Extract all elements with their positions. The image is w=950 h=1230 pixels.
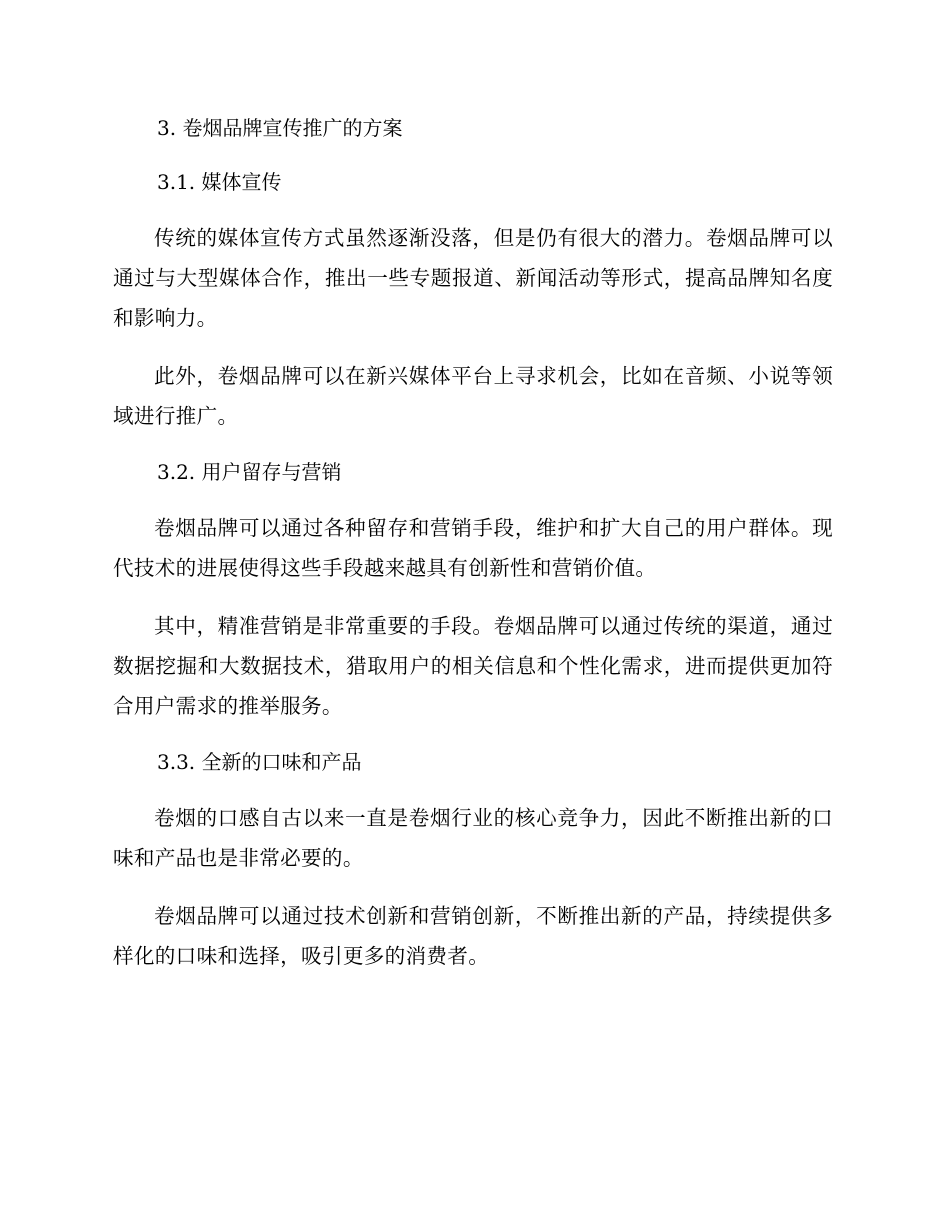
section-user-retention-marketing <box>113 454 833 726</box>
section-new-flavors-products <box>113 744 833 976</box>
subsection-heading: 3.3. 全新的口味和产品 <box>157 750 362 774</box>
paragraph: 卷烟的口感自古以来一直是卷烟行业的核心竞争力，因此不断推出新的口味和产品也是非常必要的。 <box>113 806 833 870</box>
paragraph: 卷烟品牌可以通过技术创新和营销创新，不断推出新的产品，持续提供多样化的口味和选择，吸引更多的消费者。 <box>113 904 833 968</box>
section-title: 3. 卷烟品牌宣传推广的方案 <box>157 116 403 140</box>
subsection-heading: 3.2. 用户留存与营销 <box>157 460 342 484</box>
subsection-heading: 3.1. 媒体宣传 <box>157 170 282 194</box>
document-body <box>113 110 833 994</box>
paragraph: 卷烟品牌可以通过各种留存和营销手段，维护和扩大自己的用户群体。现代技术的进展使得这些手段越来越具有创新性和营销价值。 <box>113 516 833 580</box>
paragraph: 此外，卷烟品牌可以在新兴媒体平台上寻求机会，比如在音频、小说等领域进行推广。 <box>113 364 833 428</box>
paragraph: 传统的媒体宣传方式虽然逐渐没落，但是仍有很大的潜力。卷烟品牌可以通过与大型媒体合作，推出一些专题报道、新闻活动等形式，提高品牌知名度和影响力。 <box>113 226 833 330</box>
section-media-promotion <box>113 164 833 436</box>
paragraph: 其中，精准营销是非常重要的手段。卷烟品牌可以通过传统的渠道，通过数据挖掘和大数据技术，猎取用户的相关信息和个性化需求，进而提供更加符合用户需求的推举服务。 <box>113 614 833 718</box>
